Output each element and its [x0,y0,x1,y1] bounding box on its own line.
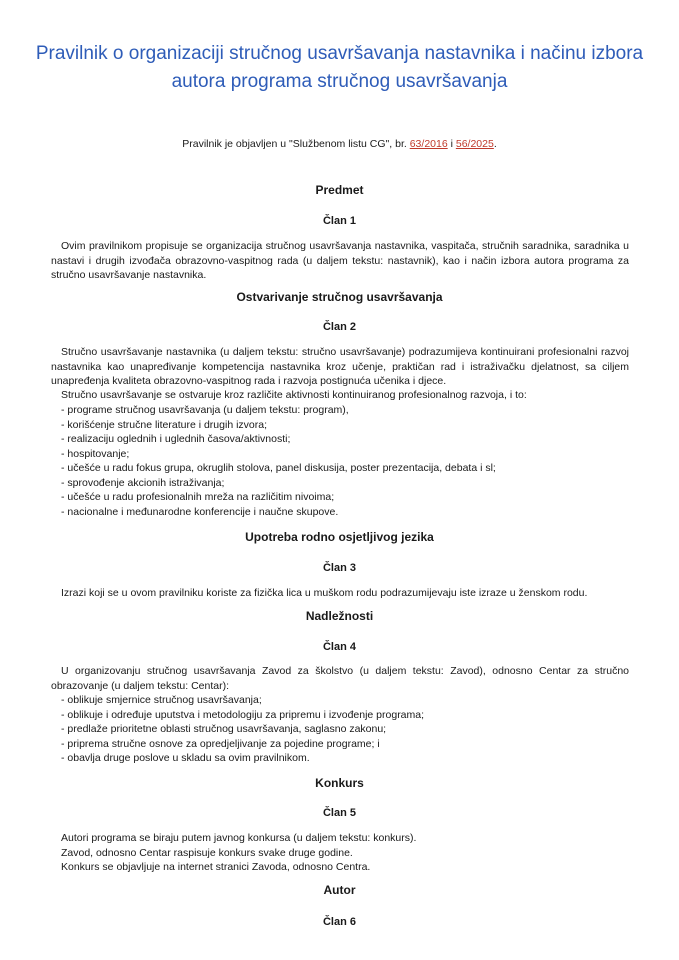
section-heading-upotreba: Upotreba rodno osjetljivog jezika [245,530,434,544]
section-heading-predmet: Predmet [315,183,364,197]
article-2-label: Član 2 [322,321,356,333]
gazette-link-1[interactable]: 63/2016 [409,138,448,150]
list-item: - oblikuje i određuje uputstva i metodologiju za pripremu i izvođenje programa; [61,708,425,721]
list-item: - učešće u radu profesionalnih mreža na različitim nivoima; [61,491,335,503]
list-item: - realizaciju oglednih i uglednih časova/aktivnosti; [61,433,291,445]
paragraph-line: Zavod, odnosno Centar raspisuje konkurs svake druge godine. [61,846,353,859]
article-1-label: Član 1 [322,215,356,227]
section-heading-autor: Autor [323,883,356,897]
publication-note [0,137,679,151]
article-5-text [61,831,629,875]
list-item: - oblikuje smjernice stručnog usavršavanja; [61,694,262,706]
article-6-label: Član 6 [322,916,356,928]
list-item: - hospitovanje; [61,447,130,460]
section-heading-konkurs: Konkurs [315,776,364,790]
article-4-label: Član 4 [322,641,356,653]
list-item: - nacionalne i međunarodne konferencije i naučne skupove. [61,505,339,518]
article-4-text: U organizovanju stručnog usavršavanja Zavod za školstvo (u daljem tekstu: Zavod), odnosno Centar za stručno obrazovanje (u daljem tekstu: Centar): [51,665,629,692]
paragraph-line: Autori programa se biraju putem javnog konkursa (u daljem tekstu: konkurs). [61,832,417,844]
section-heading-ostvarivanje: Ostvarivanje stručnog usavršavanja [236,290,443,304]
list-item: - sprovođenje akcionih istraživanja; [61,476,225,489]
article-4-list [61,693,629,766]
list-item: - učešće u radu fokus grupa, okruglih stolova, panel diskusija, poster prezentacija, debata i sl; [61,462,496,474]
publication-joiner: i [447,138,456,150]
article-1-text: Ovim pravilnikom propisuje se organizacija stručnog usavršavanja nastavnika, vaspitača, stručnih saradnika, saradnika u nastavi i drugih izvođača obrazovno-vaspitnog rada (u daljem tekstu: nastavnik), kao i način izbora autora programa za stručno usavršavanje nastavnika. [51,240,629,281]
article-3-text: Izrazi koji se u ovom pravilniku koriste za fizička lica u muškom rodu podrazumijevaju iste izraze u ženskom rodu. [61,587,588,599]
list-item: - priprema stručne osnove za opredjeljivanje za pojedine programe; i [61,737,380,750]
paragraph-line: Konkurs se objavljuje na internet stranici Zavoda, odnosno Centra. [61,861,371,873]
publication-prefix: Pravilnik je objavljen u "Službenom listu CG", br. [182,138,410,150]
gazette-link-2[interactable]: 56/2025 [455,138,494,150]
document-title: Pravilnik o organizaciji stručnog usavršavanja nastavnika i načinu izbora autora programa stručnog usavršavanja [35,43,644,92]
list-item: - predlaže prioritetne oblasti stručnog usavršavanja, saglasno zakonu; [61,723,387,735]
article-5-label: Član 5 [322,807,356,819]
publication-suffix: . [493,138,497,150]
list-item: - programe stručnog usavršavanja (u daljem tekstu: program), [61,404,349,416]
list-item: - obavlja druge poslove u skladu sa ovim pravilnikom. [61,752,310,764]
list-item: - korišćenje stručne literature i drugih izvora; [61,418,268,431]
article-3-label: Član 3 [322,562,356,574]
article-2-list [61,403,629,519]
article-2-text-2: Stručno usavršavanje se ostvaruje kroz različite aktivnosti kontinuiranog profesionalnog razvoja, i to: [61,389,527,401]
section-heading-nadleznosti: Nadležnosti [305,609,374,623]
article-2-text-1: Stručno usavršavanje nastavnika (u daljem tekstu: stručno usavršavanje) podrazumijeva kontinuirani profesionalni razvoj nastavnika kao unapređivanje kompetencija nastavnika kroz učenje, praktičan rad i istraživačku djelatnost, sa ciljem unapređenja kvaliteta obrazovno-vaspitnog rada i razvoja postignuća učenika i djece. [51,346,629,387]
